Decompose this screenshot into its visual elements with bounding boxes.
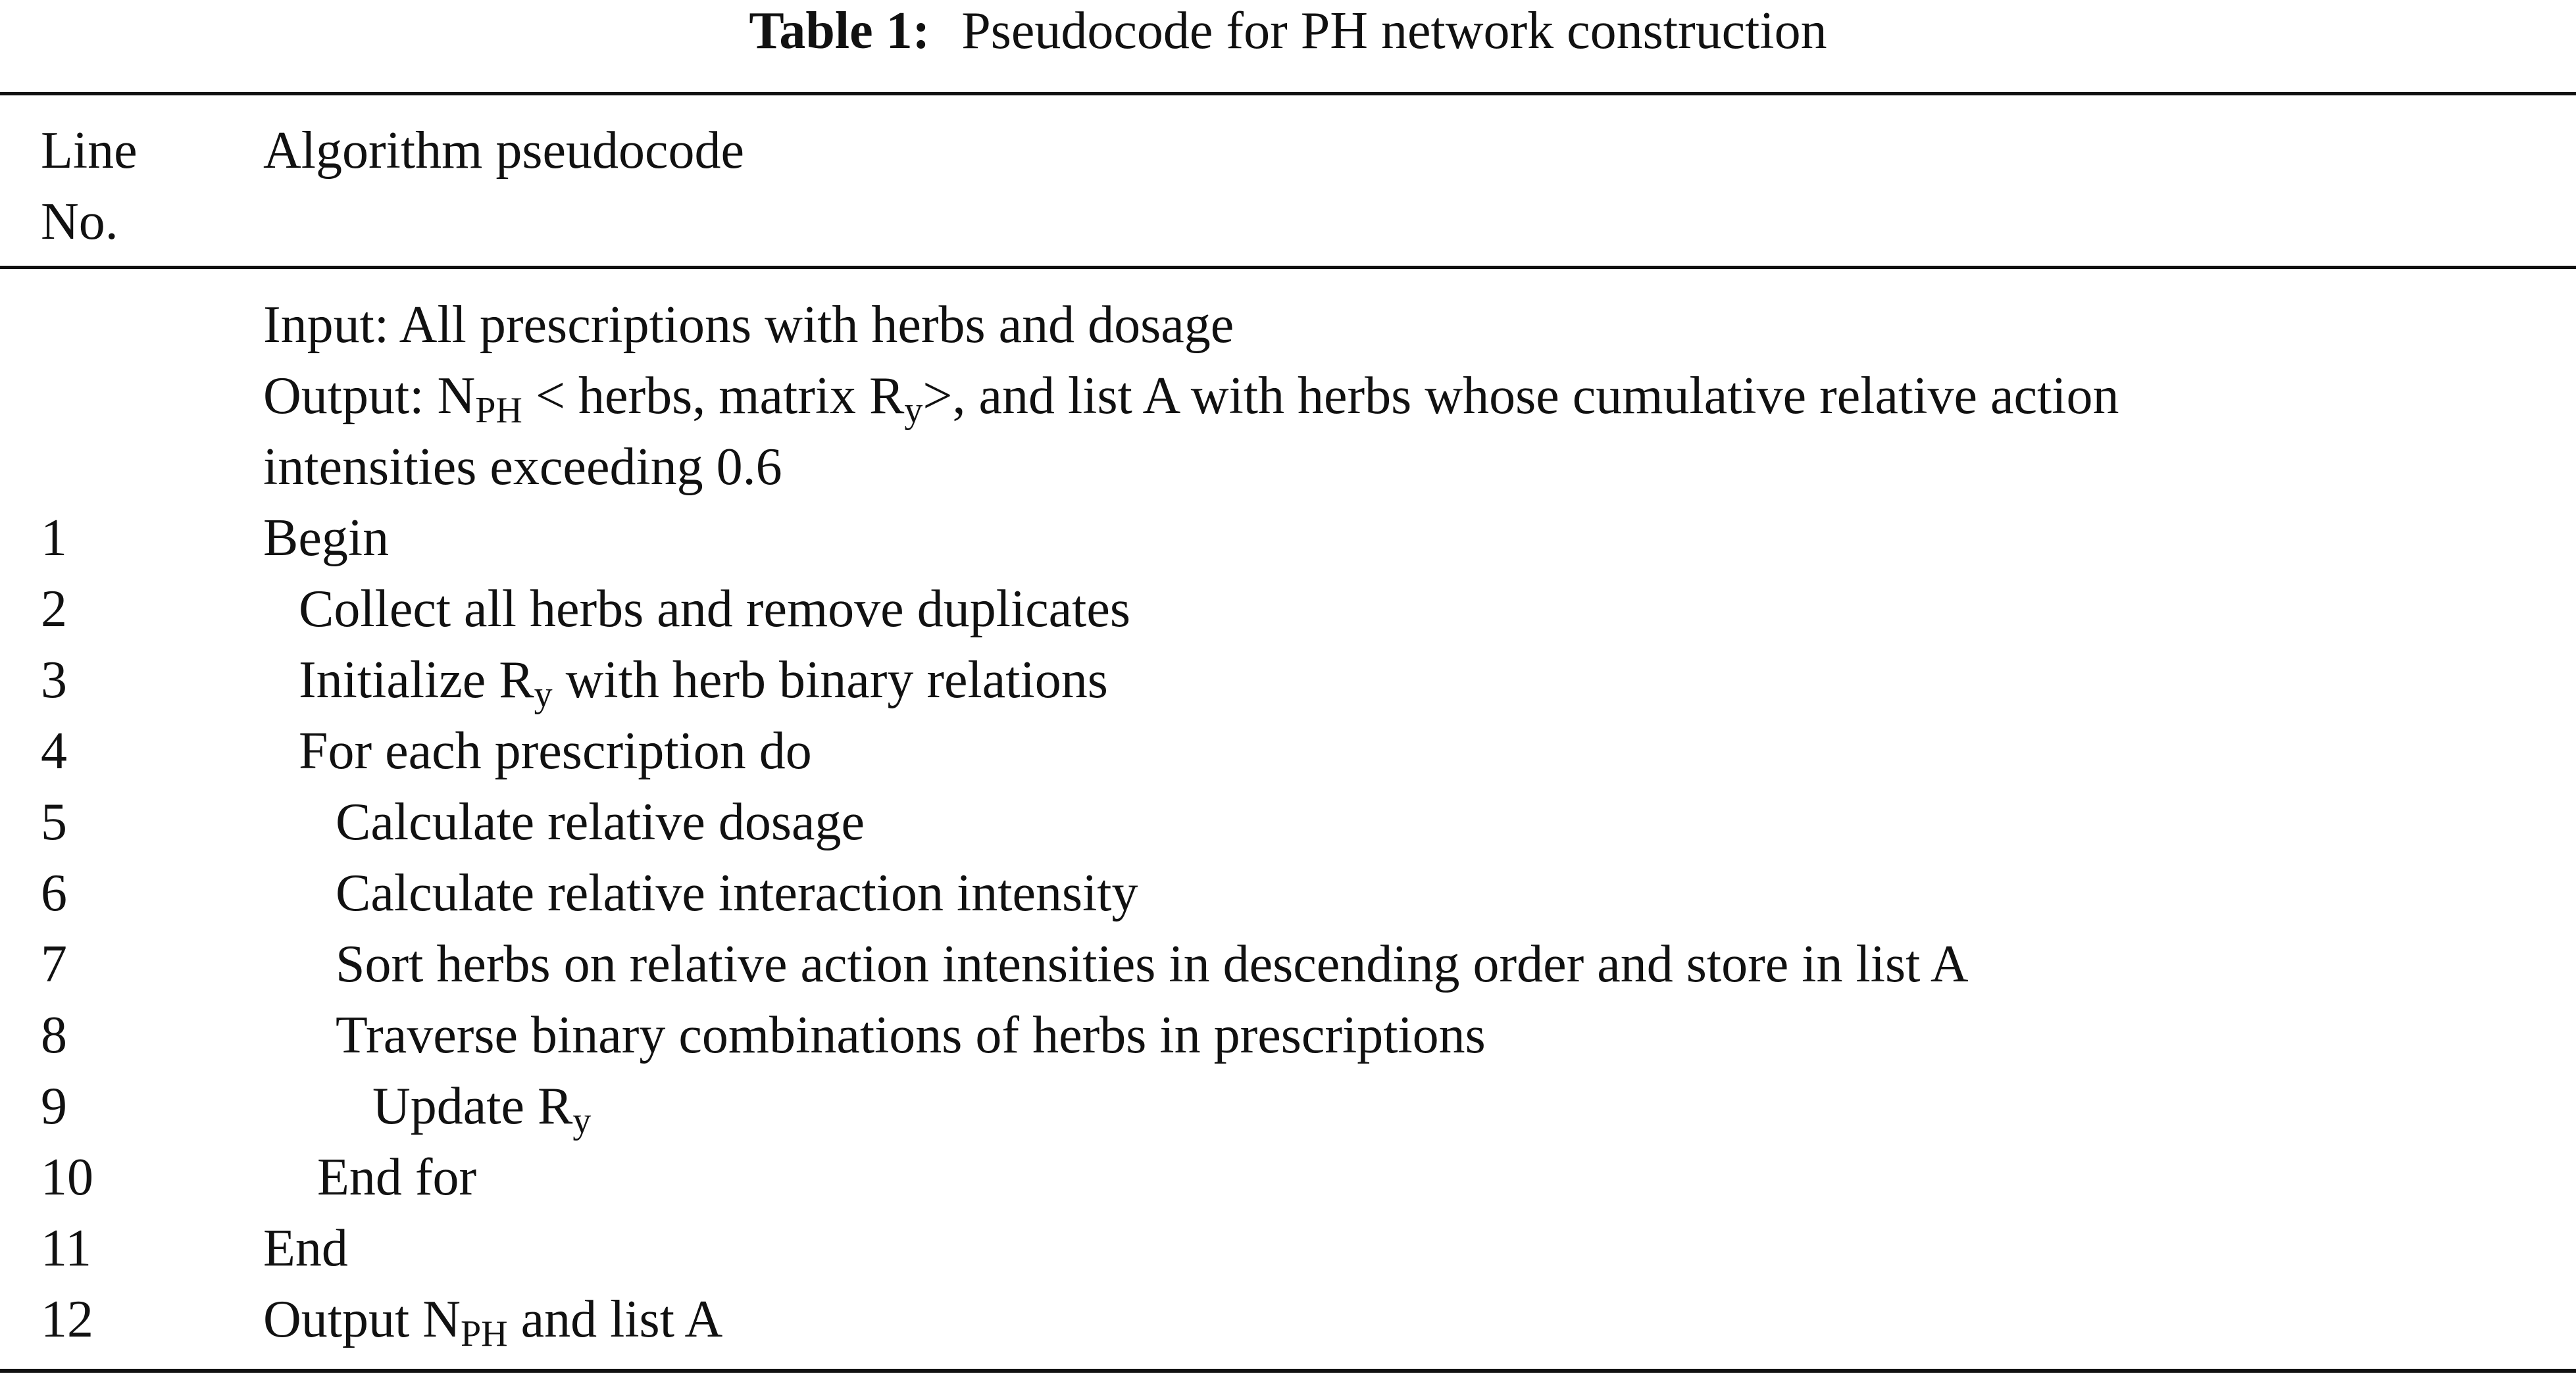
pseudocode-line	[0, 1142, 2576, 1213]
pseudocode-line	[0, 858, 2576, 929]
line-number: 8	[41, 1006, 67, 1064]
line-number: 5	[41, 793, 67, 851]
line-text: Initialize $R_y$ with herb binary relations	[299, 651, 1108, 715]
output-text: Output: $N_{PH}$ < herbs, matrix $R_y>$, and list A with herbs whose cumulative relative action	[263, 367, 2119, 431]
header-rule	[0, 266, 2576, 269]
line-text: Begin	[263, 509, 390, 567]
caption-title: Pseudocode for PH network construction	[961, 2, 1827, 60]
line-text: Output $N_{PH}$ and list A	[263, 1291, 723, 1354]
line-text: For each prescription do	[299, 722, 812, 780]
output-row	[0, 360, 2576, 431]
pseudocode-line	[0, 787, 2576, 858]
line-text: End for	[317, 1148, 477, 1206]
line-number: 11	[41, 1219, 92, 1277]
pseudocode-line	[0, 1213, 2576, 1284]
line-number: 10	[41, 1148, 93, 1206]
pseudocode-line	[0, 503, 2576, 574]
output-continuation-row	[0, 431, 2576, 503]
line-number: 12	[41, 1291, 93, 1348]
pseudocode-line	[0, 574, 2576, 645]
line-number: 9	[41, 1077, 67, 1135]
pseudocode-line	[0, 929, 2576, 1000]
input-text: Input: All prescriptions with herbs and dosage	[263, 296, 1234, 354]
pseudocode-body	[0, 289, 2576, 1355]
line-number: 2	[41, 580, 67, 638]
caption-label: Table 1:	[749, 2, 930, 60]
column-header-algorithm: Algorithm pseudocode	[263, 122, 744, 180]
line-text: Traverse binary combinations of herbs in prescriptions	[336, 1006, 1486, 1064]
table-caption	[0, 0, 2576, 66]
line-text: Update $R_y$	[372, 1077, 592, 1141]
output-continuation-text: intensities exceeding 0.6	[263, 438, 782, 496]
top-rule	[0, 92, 2576, 95]
line-text: End	[263, 1219, 348, 1277]
pseudocode-line	[0, 1071, 2576, 1142]
line-number: 7	[41, 935, 67, 993]
line-text: Sort herbs on relative action intensities in descending order and store in list A	[336, 935, 1969, 993]
input-row	[0, 289, 2576, 360]
pseudocode-line	[0, 716, 2576, 787]
header-line-word: Line	[41, 122, 138, 180]
pseudocode-line	[0, 1000, 2576, 1071]
line-number: 3	[41, 651, 67, 709]
line-number: 6	[41, 864, 67, 922]
line-number: 4	[41, 722, 67, 780]
line-text: Calculate relative dosage	[336, 793, 865, 851]
header-no-word: No.	[41, 193, 118, 251]
bottom-rule	[0, 1369, 2576, 1373]
column-header-line-no	[41, 115, 138, 257]
line-text: Calculate relative interaction intensity	[336, 864, 1138, 922]
line-number: 1	[41, 509, 67, 567]
pseudocode-line	[0, 645, 2576, 716]
pseudocode-line	[0, 1284, 2576, 1355]
line-text: Collect all herbs and remove duplicates	[299, 580, 1131, 638]
